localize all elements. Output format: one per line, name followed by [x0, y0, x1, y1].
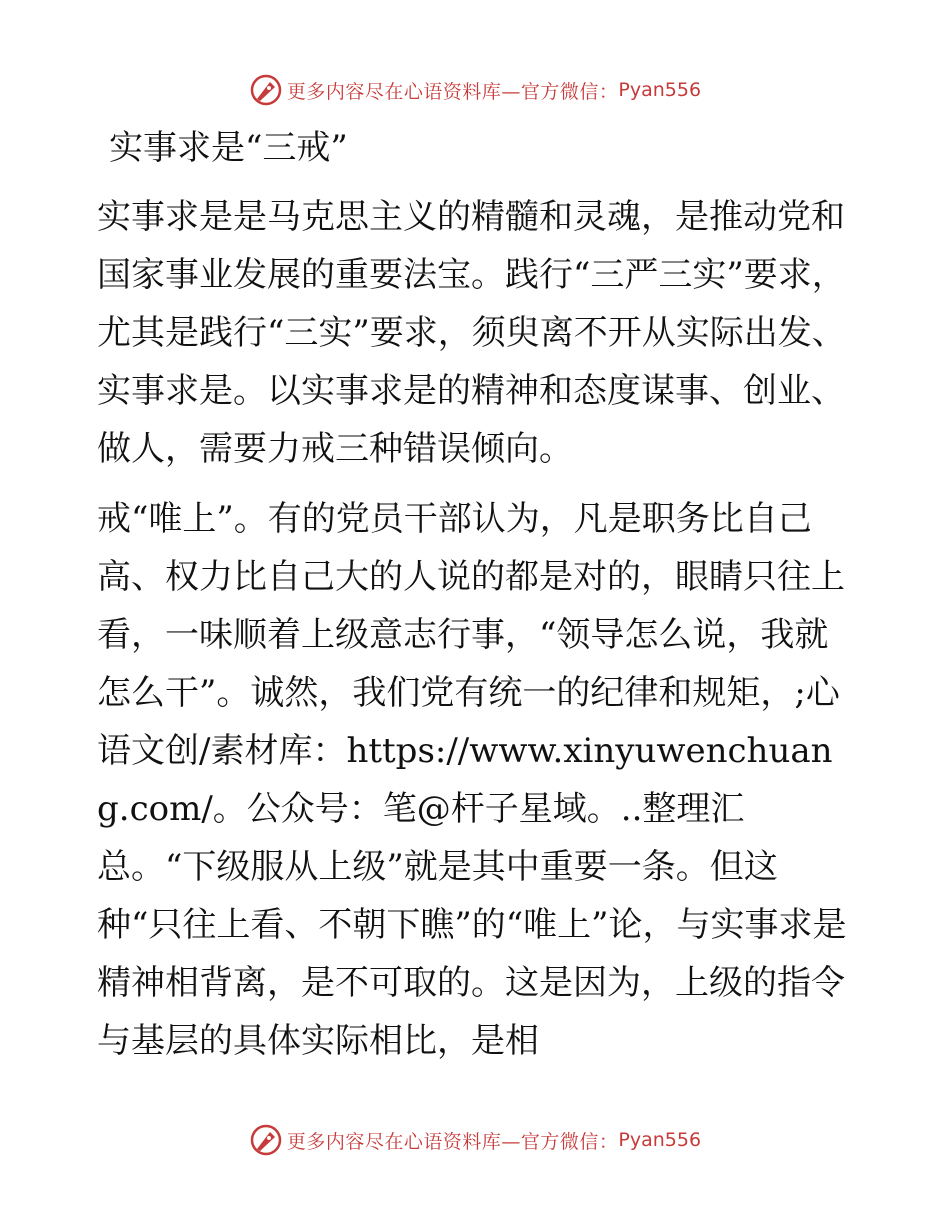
paragraph-intro: 实事求是是马克思主义的精髓和灵魂，是推动党和国家事业发展的重要法宝。践行“三严三实”要求，尤其是践行“三实”要求，须臾离不开从实际出发、实事求是。以实事求是的精神和态度谋事、创业、做人，需要力戒三种错误倾向。 [97, 197, 846, 469]
pen-nib-logo-icon [249, 1123, 283, 1157]
pen-nib-logo-icon [249, 73, 283, 107]
footer-watermark [0, 1120, 950, 1160]
paragraph-wei-shang: 戒“唯上”。有的党员干部认为，凡是职务比自己高、权力比自己大的人说的都是对的，眼睛只往上看，一味顺着上级意志行事，“领导怎么说，我就怎么干”。诚然，我们党有统一的纪律和规矩，;心语文创/素材库：https://www.xinyuwenchuang.com/。公众号：笔@杆子星域。..整理汇总。“下级服从上级”就是其中重要一条。但这种“只往上看、不朝下瞧”的“唯上”论，与实事求是精神相背离，是不可取的。这是因为，上级的指令与基层的具体实际相比，是相 [97, 499, 847, 1061]
watermark-text: 更多内容尽在心语资料库—官方微信： [286, 1130, 619, 1153]
watermark-wechat-id: Pyan556 [618, 79, 702, 101]
document-title: 实事求是“三戒” [109, 128, 348, 168]
header-watermark [0, 70, 950, 110]
document-body [97, 122, 857, 1082]
watermark-text: 更多内容尽在心语资料库—官方微信： [286, 80, 619, 103]
watermark-wechat-id: Pyan556 [618, 1129, 702, 1151]
